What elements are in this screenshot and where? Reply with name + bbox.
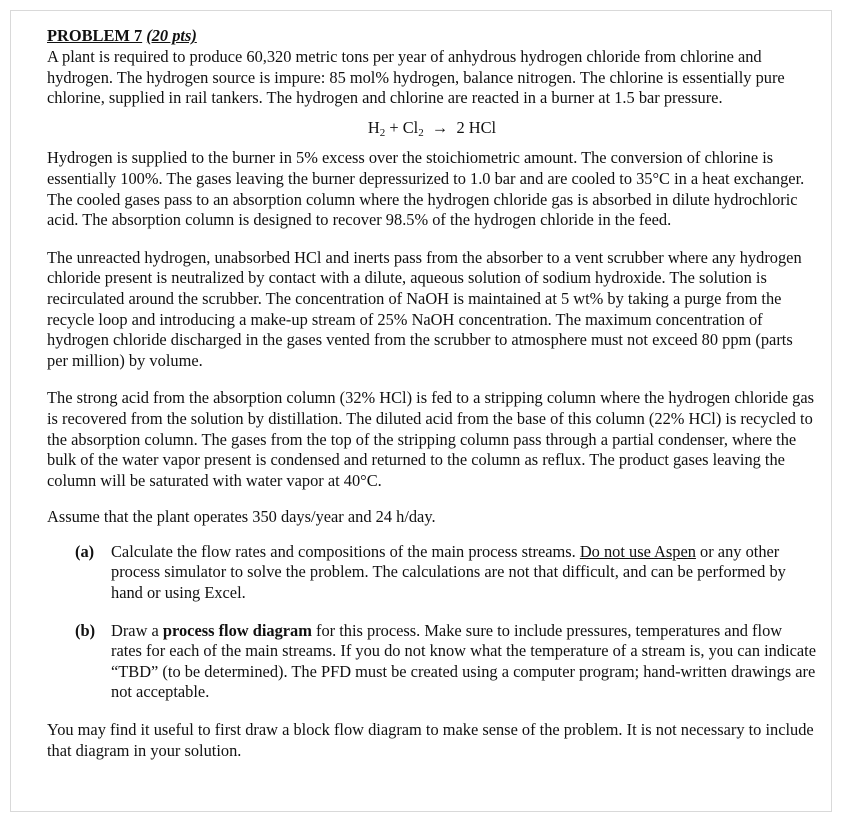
paragraph-closing: You may find it useful to first draw a block flow diagram to make sense of the problem. It is not necessary to include that diagram in your solution. bbox=[47, 720, 814, 760]
question-a bbox=[75, 542, 817, 604]
question-text: Draw a bbox=[111, 620, 163, 640]
question-b bbox=[75, 621, 817, 703]
problem-points: (20 pts) bbox=[146, 26, 197, 45]
question-list bbox=[75, 542, 817, 703]
problem-heading bbox=[47, 26, 817, 46]
paragraph-burner: Hydrogen is supplied to the burner in 5% excess over the stoichiometric amount. The conversion of chlorine is essentially 100%. The gases leaving the burner depressurized to 1.0 bar and are cooled to 35°C in a heat exchanger. The cooled gases pass to an absorption column where the hydrogen chloride gas is absorbed in dilute hydrochloric acid. The absorption column is designed to recover 98.5% of the hydrogen chloride in the feed. bbox=[47, 148, 805, 230]
question-label: (a) bbox=[75, 541, 95, 561]
question-label: (b) bbox=[75, 620, 96, 640]
problem-title: PROBLEM 7 bbox=[47, 26, 143, 45]
paragraph-intro: A plant is required to produce 60,320 metric tons per year of anhydrous hydrogen chloride from chlorine and hydrogen. The hydrogen source is impure: 85 mol% hydrogen, balance nitrogen. The chlorine is essentially pure chlorine, supplied in rail tankers. The hydrogen and chlorine are reacted in a burner at 1.5 bar pressure. bbox=[47, 47, 785, 108]
equation-hydrogen-subscript: 2 bbox=[379, 126, 386, 139]
paragraph-stripping: The strong acid from the absorption column (32% HCl) is fed to a stripping column where the hydrogen chloride gas is recovered from the solution by distillation. The diluted acid from the base of this column (22% HCl) is recycled to the absorption column. The gases from the top of the stripping column pass through a partial condenser, where the bulk of the water vapor present is condensed and returned to the column as reflux. The product gases leaving the column will be saturated with water vapor at 40°C. bbox=[47, 388, 814, 490]
paragraph-scrubber: The unreacted hydrogen, unabsorbed HCl and inerts pass from the absorber to a vent scrubber where any hydrogen chloride present is neutralized by contact with a dilute, aqueous solution of sodium hydroxide. The solution is recirculated around the scrubber. The concentration of NaOH is maintained at 5 wt% by taking a purge from the recycle loop and introducing a make-up stream of 25% NaOH concentration. The maximum concentration of hydrogen chloride discharged in the gases vented from the scrubber to atmosphere must not exceed 80 ppm (parts per million) by volume. bbox=[47, 247, 802, 370]
equation-product: 2 HCl bbox=[456, 117, 497, 137]
equation-plus: + bbox=[389, 117, 399, 137]
question-text: Calculate the flow rates and compositions of the main process streams. bbox=[111, 541, 580, 561]
paragraph-assumption: Assume that the plant operates 350 days/year and 24 h/day. bbox=[47, 507, 436, 527]
question-text-continued: or any other process simulator to solve the problem. The calculations are not that difficult, and can be performed by hand or using Excel. bbox=[111, 541, 786, 603]
question-emphasis-bold: process flow diagram bbox=[162, 620, 312, 640]
reaction-equation bbox=[47, 118, 817, 139]
question-emphasis-underlined: Do not use Aspen bbox=[579, 541, 696, 561]
question-text-continued: for this process. Make sure to include pressures, temperatures and flow rates for each of the main streams. If you do not know what the temperature of a stream is, you can indicate “TBD” (to be determined). The PFD must be created using a computer program; hand-written drawings are not acceptable. bbox=[111, 620, 817, 702]
reaction-arrow-icon: → bbox=[431, 117, 449, 137]
equation-chlorine-subscript: 2 bbox=[418, 126, 424, 139]
equation-hydrogen: H bbox=[367, 117, 380, 137]
problem-document bbox=[47, 26, 817, 761]
equation-chlorine: Cl bbox=[402, 117, 419, 137]
